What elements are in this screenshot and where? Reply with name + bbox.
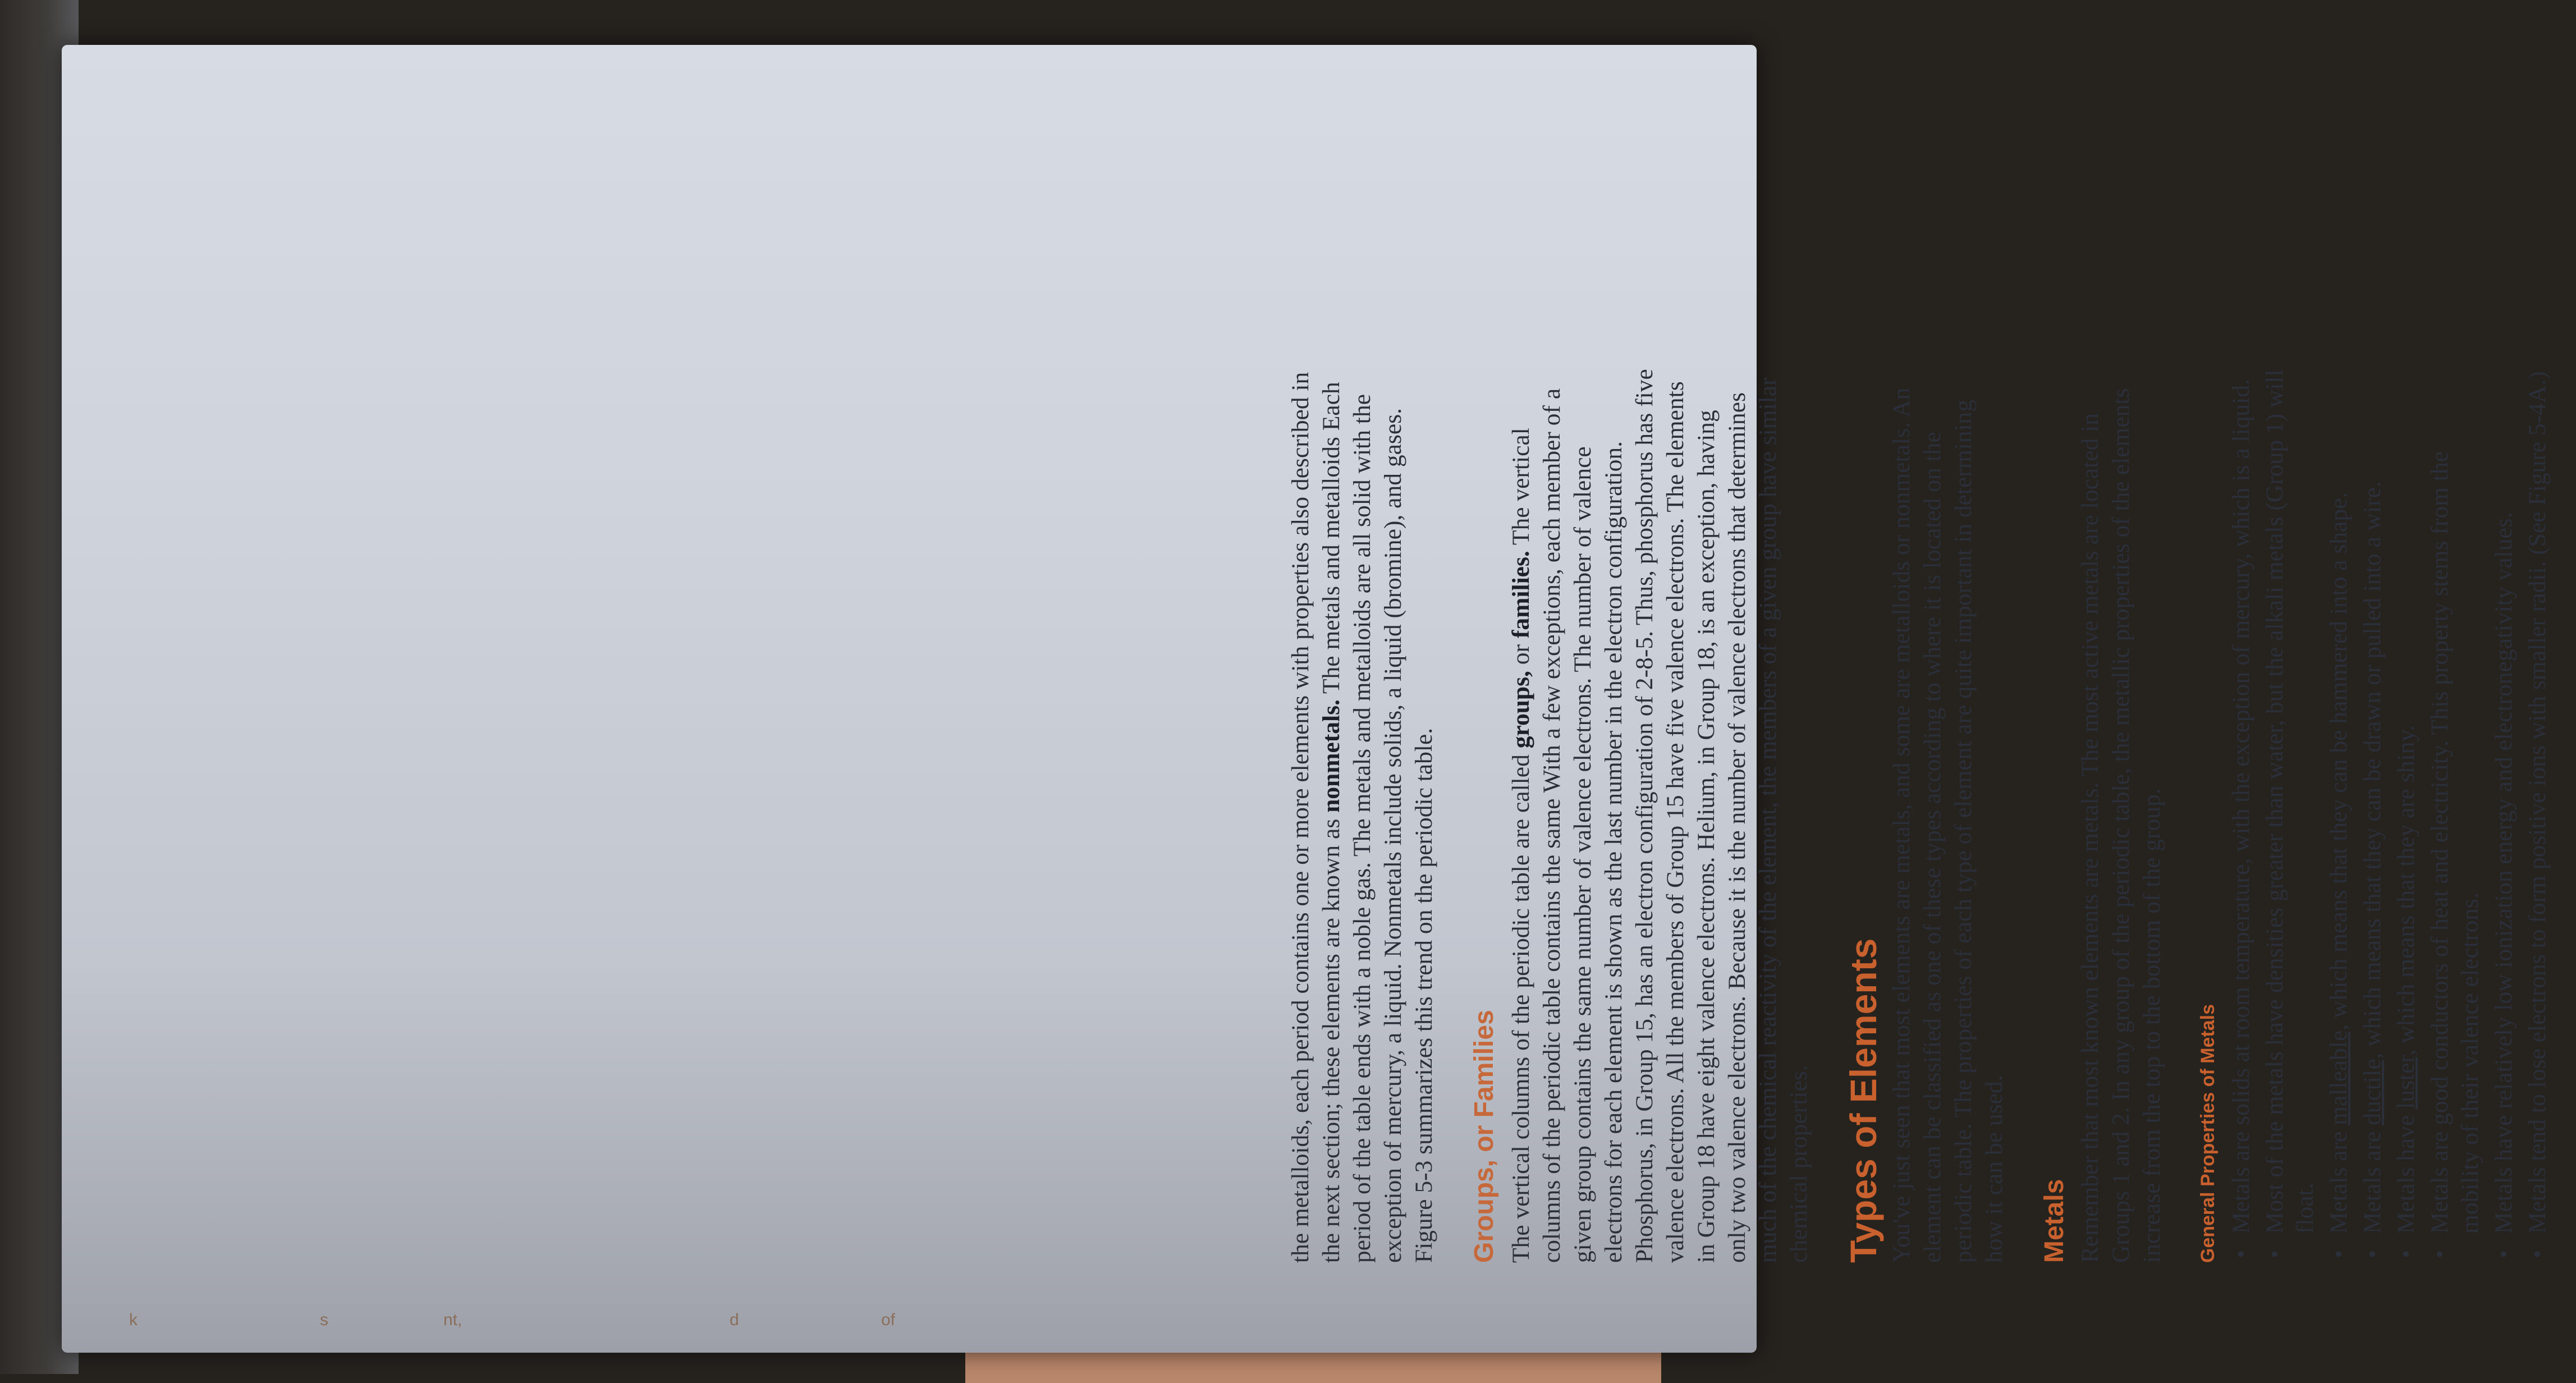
list-item xyxy=(2259,365,2320,1263)
groups-or: or xyxy=(1507,638,1534,671)
intro-paragraph xyxy=(1285,365,1440,1263)
bullet-icon: • xyxy=(2490,1249,2517,1258)
facing-page-margin-text xyxy=(84,1311,926,1344)
bullet-icon: • xyxy=(2261,1249,2288,1258)
list-item xyxy=(2424,365,2485,1263)
groups-term: groups, xyxy=(1507,671,1534,749)
intro-text-continued: The metals and metalloids Each period of the table ends with a noble gas. The metals and metalloids are all solid with the exception of mercury, a liquid. Nonmetals include solids, a liquid (bromine), and gases. Figure 5-3 summarizes this trend on the periodic table. xyxy=(1318,382,1437,1263)
list-item-text: Metals are xyxy=(2325,1125,2352,1234)
luster-term: luster, xyxy=(2392,1049,2419,1109)
list-item xyxy=(2226,365,2256,1263)
list-item xyxy=(2488,365,2519,1263)
bullet-icon: • xyxy=(2359,1249,2386,1258)
list-item xyxy=(2357,365,2387,1263)
bullet-icon: • xyxy=(2426,1249,2453,1258)
malleable-term: malleable, xyxy=(2325,1024,2352,1125)
metals-paragraph: Remember that most known elements are metals. The most active metals are located in Groups 1 and 2. In any group of the periodic table, the metallic properties of the elements increase from the top to the bottom of the group. xyxy=(2077,388,2165,1263)
general-properties-heading: General Properties of Metals xyxy=(2197,1004,2219,1263)
bullet-icon: • xyxy=(2227,1249,2254,1258)
bullet-icon: • xyxy=(2325,1249,2352,1258)
rotated-text-block xyxy=(1285,0,2576,1297)
list-item-text: Metals are solids at room temperature, with the exception of mercury, which is a liquid. xyxy=(2227,379,2254,1234)
margin-fragment: k xyxy=(129,1311,137,1329)
list-item xyxy=(2391,365,2421,1263)
list-item-text: which means that they can be hammered into a shape. xyxy=(2325,492,2352,1024)
bullet-icon: • xyxy=(2392,1249,2419,1258)
margin-fragment: s xyxy=(320,1311,328,1329)
bullet-icon: • xyxy=(2524,1249,2551,1258)
ductile-term: ductile, xyxy=(2359,1052,2386,1125)
list-item-text: Metals are xyxy=(2359,1125,2386,1234)
list-item xyxy=(2323,365,2354,1263)
properties-list xyxy=(2226,365,2552,1263)
types-heading: Types of Elements xyxy=(1842,938,1884,1263)
groups-text: The vertical columns of the periodic table are called xyxy=(1507,748,1534,1263)
groups-paragraph xyxy=(1506,365,1814,1263)
list-item-text: which means that they can be drawn or pulled into a wire. xyxy=(2359,481,2386,1053)
list-item-text: which means that they are shiny. xyxy=(2392,725,2419,1050)
groups-heading: Groups, or Families xyxy=(1469,1010,1499,1263)
list-item-text: Metals tend to lose electrons to form positive ions with smaller radii. (See Figure 5-4A.) xyxy=(2524,371,2551,1234)
types-paragraph: You've just seen that most elements are metals, and some are metalloids or nonmetals. An element can be classified as one of these types according to where it is located on the periodic table. The properties of each type of element are quite important in determining how it can be used. xyxy=(1888,387,2007,1263)
margin-fragment: of xyxy=(881,1311,896,1329)
list-item-text: Most of the metals have densities greater than water, but the alkali metals (Group 1) will float. xyxy=(2261,369,2318,1234)
families-term: families. xyxy=(1507,551,1534,639)
list-item-text: Metals have relatively low ionization energy and electronegativity values. xyxy=(2490,512,2517,1234)
margin-fragment: nt, xyxy=(443,1311,462,1329)
intro-text: the metalloids, each period contains one or more elements with properties also described in the next section; these elements are known as xyxy=(1287,372,1345,1263)
metals-heading: Metals xyxy=(2039,1179,2069,1263)
groups-text-continued: The vertical columns of the periodic table contains the same With a few exceptions, each member of a given group contains the same number of valence electrons. The number of valence electrons for each element is shown as the last number in the electron configuration. Phosphorus, in Group 15, has an electron configuration of 2-8-5. Thus, phosphorus has five valence electrons. All the members of Group 15 have five valence electrons. The elements in Group 18 have eight valence electrons. Helium, in Group 18, is an exception, having only two valence electrons. Because it is the number of valence electrons that determines much of the chemical reactivity of the element, the members of a given group have similar chemical properties. xyxy=(1507,369,1812,1263)
list-item-text: Metals are good conductors of heat and electricity. This property stems from the mobility of their valence electrons. xyxy=(2426,451,2483,1234)
list-item-text: Metals have xyxy=(2392,1109,2419,1234)
nonmetals-term: nonmetals. xyxy=(1318,699,1345,813)
text-column xyxy=(1285,365,2552,1263)
list-item xyxy=(2522,365,2552,1263)
margin-fragment: d xyxy=(730,1311,739,1329)
